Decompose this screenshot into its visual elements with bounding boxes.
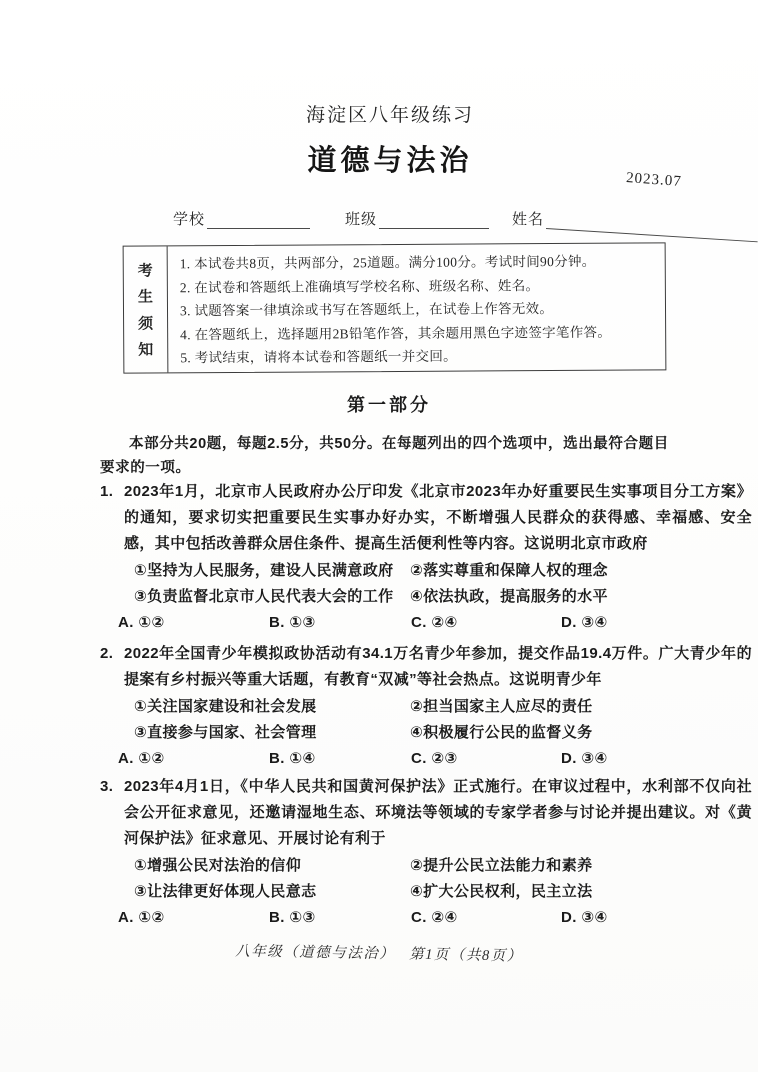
notice-item: 5. 考试结束，请将本试卷和答题纸一并交回。 <box>180 348 457 366</box>
choice-a: A. ①② <box>118 909 165 926</box>
option-1: ①增强公民对法治的信仰 <box>134 857 302 874</box>
option-3: ③让法律更好体现人民意志 <box>134 882 317 900</box>
exam-date: 2023.07 <box>625 170 683 190</box>
question-options <box>134 558 752 609</box>
notice-side-char: 考 <box>137 263 153 280</box>
footer-grade: 八年级（道德与法治） <box>235 943 396 963</box>
option-4: ④依法执政，提高服务的水平 <box>410 587 608 605</box>
question-choices <box>118 610 752 636</box>
question-stem: 2023年1月，北京市人民政府办公厅印发《北京市2023年办好重要民生实事项目分工方案》的通知，要求切实把重要民生实事办好办实，不断增强人民群众的获得感、幸福感、安全感，其中包括改善群众居住条件、提高生活便利性等内容。这说明北京市政府 <box>124 483 752 552</box>
notice-side-char: 须 <box>138 316 154 333</box>
notice-side-char: 生 <box>137 289 153 306</box>
notice-items <box>168 243 666 372</box>
notice-item: 2. 在试卷和答题纸上准确填写学校名称、班级名称、姓名。 <box>179 277 540 295</box>
question-number: 3. <box>100 778 114 795</box>
choice-d: D. ③④ <box>561 750 608 767</box>
school-label: 学校 <box>173 212 206 228</box>
notice-item: 4. 在答题纸上，选择题用2B铅笔作答，其余题用黑色字迹签字笔作答。 <box>180 324 612 342</box>
practice-title: 海淀区八年级练习 <box>305 105 474 126</box>
question-stem: 2023年4月1日，《中华人民共和国黄河保护法》正式施行。在审议过程中，水利部不仅向社会公开征求意见，还邀请湿地生态、环境法等领域的专家学者参与讨论并提出建议。对《黄河保护法》征求意见、开展讨论有利于 <box>124 778 752 847</box>
choice-d: D. ③④ <box>561 614 608 631</box>
notice-item: 1. 本试卷共8页，共两部分，25道题。满分100分。考试时间90分钟。 <box>179 253 596 272</box>
class-field <box>345 208 489 229</box>
option-2: ②担当国家主人应尽的责任 <box>410 698 593 715</box>
choice-a: A. ①② <box>118 614 165 631</box>
question-number: 2. <box>100 645 114 662</box>
class-label: 班级 <box>345 212 378 228</box>
question-options <box>134 853 752 904</box>
notice-item: 3. 试题答案一律填涂或书写在答题纸上，在试卷上作答无效。 <box>179 301 554 319</box>
option-2: ②落实尊重和保障人权的理念 <box>410 562 608 579</box>
option-2: ②提升公民立法能力和素养 <box>410 857 593 874</box>
option-4: ④扩大公民权利，民主立法 <box>410 882 593 900</box>
choice-b: B. ①④ <box>269 750 316 767</box>
question-number: 1. <box>100 483 114 500</box>
notice-side-char: 知 <box>138 342 154 359</box>
question-choices <box>118 905 752 931</box>
choice-c: C. ②③ <box>411 750 458 767</box>
option-3: ③负责监督北京市人民代表大会的工作 <box>134 587 394 605</box>
option-4: ④积极履行公民的监督义务 <box>410 723 593 741</box>
name-field <box>512 208 758 229</box>
name-blank-line <box>546 213 758 242</box>
question-3 <box>100 774 752 931</box>
option-1: ①关注国家建设和社会发展 <box>134 698 317 715</box>
choice-b: B. ①③ <box>269 614 316 631</box>
name-label: 姓名 <box>512 212 545 228</box>
school-field <box>173 208 310 229</box>
part-one-instructions: 本部分共20题，每题2.5分，共50分。在每题列出的四个选项中，选出最符合题目要求的一项。 <box>100 436 669 476</box>
part-one-title: 第一部分 <box>347 395 431 415</box>
option-3: ③直接参与国家、社会管理 <box>134 723 317 741</box>
choice-c: C. ②④ <box>411 909 458 926</box>
examinee-notice-box <box>123 242 667 373</box>
subject-title: 道德与法治 <box>307 145 473 177</box>
question-options <box>134 694 752 745</box>
question-2 <box>100 641 752 772</box>
footer-page-number: 第1页（共8页） <box>409 946 523 965</box>
class-blank-line <box>379 213 489 229</box>
question-choices <box>118 746 752 772</box>
page-footer <box>0 935 758 969</box>
question-1 <box>100 479 752 636</box>
notice-side-label <box>124 246 169 372</box>
choice-b: B. ①③ <box>269 909 316 926</box>
question-stem: 2022年全国青少年模拟政协活动有34.1万名青少年参加，提交作品19.4万件。广大青少年的提案有乡村振兴等重大话题，有教育“双减”等社会热点。这说明青少年 <box>124 645 752 688</box>
option-1: ①坚持为人民服务，建设人民满意政府 <box>134 562 394 579</box>
school-blank-line <box>207 213 310 229</box>
choice-a: A. ①② <box>118 750 165 767</box>
choice-d: D. ③④ <box>561 909 608 926</box>
choice-c: C. ②④ <box>411 614 458 631</box>
